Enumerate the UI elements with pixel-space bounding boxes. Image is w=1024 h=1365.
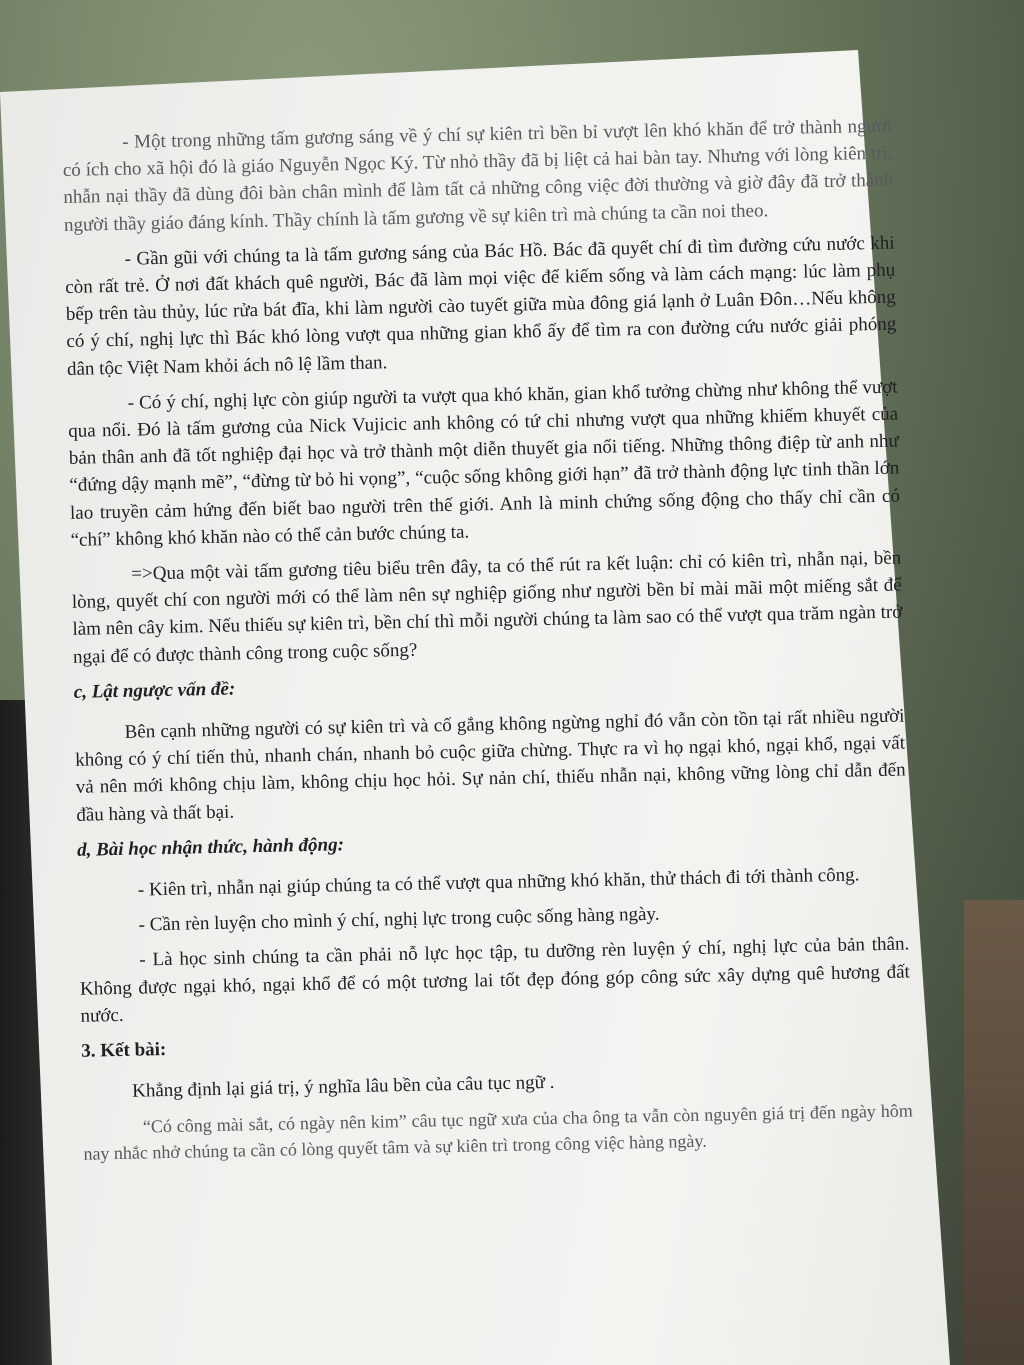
document-body: [62, 113, 914, 1175]
paragraph-final: “Có công mài sắt, có ngày nên kim” câu tục ngữ xưa của cha ông ta vẫn còn nguyên giá trị đến ngày hôm nay nhắc nhở chúng ta cần có lòng quyết tâm và sự kiên trì trong công việc hàng ngày.: [83, 1099, 913, 1164]
heading-d: d, Bài học nhận thức, hành động:: [76, 834, 345, 861]
paragraph-bac-ho: - Gần gũi với chúng ta là tấm gương sáng của Bác Hồ. Bác đã quyết chí đi tìm đường cứu nước khi còn rất trẻ. Ở nơi đất khách quê người, Bác đã làm mọi việc để kiếm sống và làm cách mạng: lúc làm phụ bếp trên tàu thủy, lúc rửa bát đĩa, khi làm người cào tuyết giữa mùa đông giá lạnh ở Luân Đôn…Nếu không có ý chí, nghị lực thì Bác khó lòng vượt qua những gian khổ ấy để tìm ra con đường cứu nước giải phóng dân tộc Việt Nam khỏi ách nô lệ lầm than.: [65, 232, 897, 380]
paragraph-nguyen-ngoc-ky: - Một trong những tấm gương sáng về ý chí sự kiên trì bền bỉ vượt lên khó khăn để trở thành người có ích cho xã hội đó là giáo Nguyễn Ngọc Ký. Từ nhỏ thầy đã bị liệt cả hai bàn tay. Nhưng với lòng kiên trì, nhẫn nại thầy đã dùng đôi bàn chân mình để làm tất cả những công việc đời thường và giờ đây đã trở thành người thầy giáo đáng kính. Thầy chính là tấm gương về sự kiên trì mà chúng ta cần noi theo.: [62, 115, 894, 236]
paragraph-reaffirm: Khẳng định lại giá trị, ý nghĩa lâu bền của câu tục ngữ .: [131, 1072, 555, 1103]
paragraph-counter-argument: Bên cạnh những người có sự kiên trì và cố gắng không ngừng nghỉ đó vẫn còn tồn tại rất nhiều người không có ý chí tiến thủ, nhanh chán, nhanh bỏ cuộc giữa chừng. Thực ra vì họ ngại khó, ngại khổ, ngại vất vả nên mới không chịu làm, không chịu học hỏi. Sự nản chí, thiếu nhẫn nại, không vững lòng chỉ dẫn đến đầu hàng và thất bại.: [74, 705, 906, 826]
paragraph-conclusion: =>Qua một vài tấm gương tiêu biểu trên đây, ta có thể rút ra kết luận: chỉ có kiên trì, nhẫn nại, bền lòng, quyết chí con người mới có thể làm nên sự nghiệp giống như người bền bỉ mài mãi một miếng sắt để làm nên cây kim. Nếu thiếu sự kiên trì, bền chí thì mỗi người chúng ta làm sao có thể vượt qua trăm ngàn trở ngại để có được thành công trong cuộc sống?: [71, 547, 903, 668]
heading-c: c, Lật ngược vấn đề:: [73, 678, 236, 703]
lesson-item-2: - Cần rèn luyện cho mình ý chí, nghị lực trong cuộc sống hàng ngày.: [138, 903, 660, 936]
lesson-item-3: - Là học sinh chúng ta cần phải nỗ lực học tập, tu dưỡng rèn luyện ý chí, nghị lực của bản thân. Không được ngại khó, ngại khổ để có một tương lai tốt đẹp đóng góp công sức xây dựng quê hương đất nước.: [79, 933, 911, 1027]
lesson-item-1: - Kiên trì, nhẫn nại giúp chúng ta có thể vượt qua những khó khăn, thử thách đi tới thành công.: [137, 864, 860, 901]
paragraph-nick-vujicic: - Có ý chí, nghị lực còn giúp người ta vượt qua khó khăn, gian khổ tưởng chừng như không thể vượt qua nổi. Đó là tấm gương của Nick Vujicic anh không có tứ chi nhưng vượt qua những khiếm khuyết của bản thân anh đã tốt nghiệp đại học và trở thành một diễn thuyết gia nổi tiếng. Những thông điệp từ anh như “đứng dậy mạnh mẽ”, “đừng từ bỏ hi vọng”, “cuộc sống không giới hạn” đã trở thành động lực tinh thần lớn lao truyền cảm hứng đến biết bao người trên thế giới. Anh là minh chứng sống động cho thấy chỉ cần có “chí” không khó khăn nào có thể cản bước chúng ta.: [68, 376, 901, 551]
background-table-edge: [964, 900, 1024, 1365]
heading-ket-bai: 3. Kết bài:: [81, 1039, 167, 1062]
